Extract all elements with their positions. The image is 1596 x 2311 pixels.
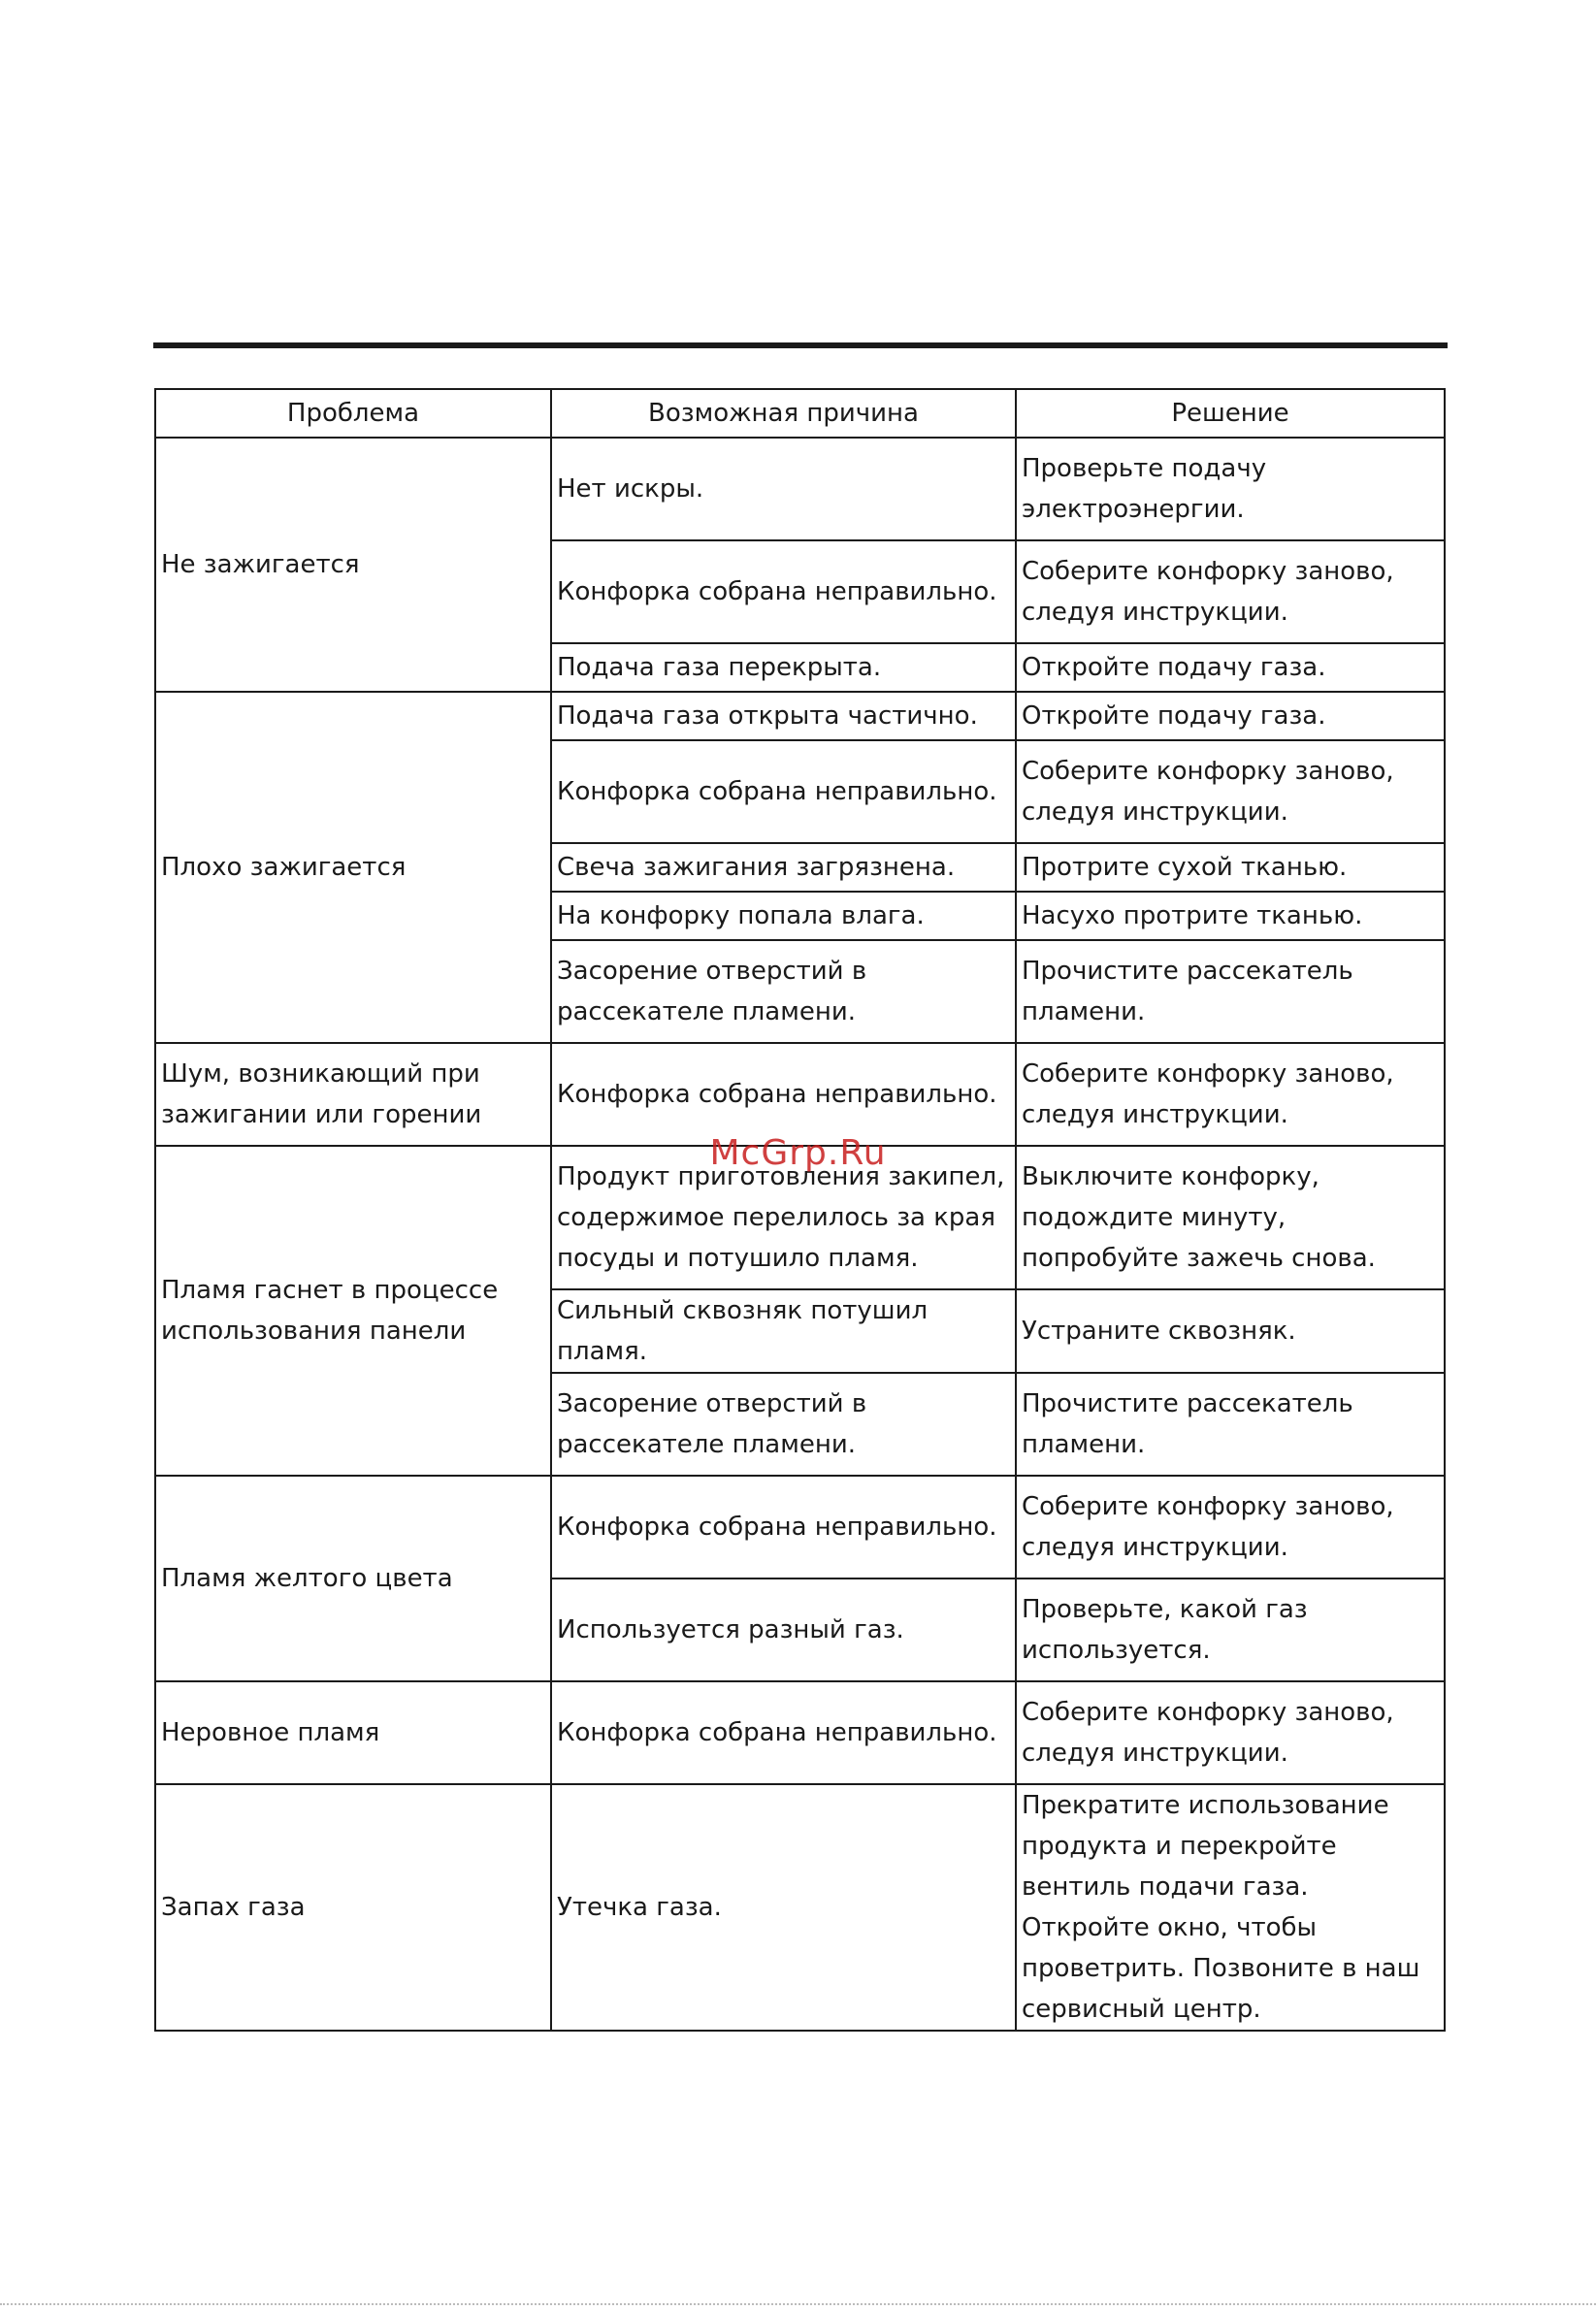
cause-cell: Подача газа перекрыта. — [551, 643, 1016, 692]
cause-cell: Конфорка собрана неправильно. — [551, 1043, 1016, 1146]
solution-cell: Проверьте подачу электроэнергии. — [1016, 438, 1445, 540]
solution-cell: Соберите конфорку заново, следуя инструкции. — [1016, 740, 1445, 843]
header-row — [155, 389, 1445, 438]
solution-cell: Соберите конфорку заново, следуя инструкции. — [1016, 1043, 1445, 1146]
cause-cell: Конфорка собрана неправильно. — [551, 1681, 1016, 1784]
solution-cell: Устраните сквозняк. — [1016, 1289, 1445, 1373]
solution-cell: Проверьте, какой газ используется. — [1016, 1579, 1445, 1681]
header-cause: Возможная причина — [551, 389, 1016, 438]
table-row — [155, 1681, 1445, 1784]
solution-cell: Выключите конфорку, подождите минуту, попробуйте зажечь снова. — [1016, 1146, 1445, 1289]
problem-cell: Шум, возникающий при зажигании или горении — [155, 1043, 551, 1146]
solution-cell: Прочистите рассекатель пламени. — [1016, 1373, 1445, 1476]
solution-cell: Соберите конфорку заново, следуя инструкции. — [1016, 1681, 1445, 1784]
cause-cell: Нет искры. — [551, 438, 1016, 540]
page-bottom-border — [0, 2303, 1596, 2311]
solution-cell: Протрите сухой тканью. — [1016, 843, 1445, 892]
problem-cell: Неровное пламя — [155, 1681, 551, 1784]
top-rule — [153, 342, 1448, 348]
table-row — [155, 1784, 1445, 2031]
cause-cell: Конфорка собрана неправильно. — [551, 1476, 1016, 1579]
cause-cell: Конфорка собрана неправильно. — [551, 740, 1016, 843]
problem-cell: Пламя гаснет в процессе использования панели — [155, 1146, 551, 1476]
table-row — [155, 438, 1445, 540]
table-row — [155, 1043, 1445, 1146]
problem-cell: Пламя желтого цвета — [155, 1476, 551, 1681]
cause-cell: Засорение отверстий в рассекателе пламени. — [551, 1373, 1016, 1476]
solution-cell: Соберите конфорку заново, следуя инструкции. — [1016, 1476, 1445, 1579]
cause-cell: На конфорку попала влага. — [551, 892, 1016, 940]
problem-cell: Запах газа — [155, 1784, 551, 2031]
watermark: McGrp.Ru — [709, 1133, 887, 1173]
table-row — [155, 1476, 1445, 1579]
cause-cell: Свеча зажигания загрязнена. — [551, 843, 1016, 892]
solution-cell: Соберите конфорку заново, следуя инструкции. — [1016, 540, 1445, 643]
table-row — [155, 692, 1445, 740]
cause-cell: Утечка газа. — [551, 1784, 1016, 2031]
cause-cell: Конфорка собрана неправильно. — [551, 540, 1016, 643]
cause-cell: Используется разный газ. — [551, 1579, 1016, 1681]
solution-cell: Откройте подачу газа. — [1016, 643, 1445, 692]
troubleshooting-table — [154, 388, 1446, 2032]
cause-cell: Засорение отверстий в рассекателе пламени. — [551, 940, 1016, 1043]
table-body — [155, 438, 1445, 2031]
cause-cell: Сильный сквозняк потушил пламя. — [551, 1289, 1016, 1373]
solution-cell: Прекратите использование продукта и перекройте вентиль подачи газа. Откройте окно, чтобы проветрить. Позвоните в наш сервисный центр. — [1016, 1784, 1445, 2031]
solution-cell: Насухо протрите тканью. — [1016, 892, 1445, 940]
solution-cell: Прочистите рассекатель пламени. — [1016, 940, 1445, 1043]
cause-cell: Продукт приготовления закипел, содержимое перелилось за края посуды и потушило пламя. — [551, 1146, 1016, 1289]
header-problem: Проблема — [155, 389, 551, 438]
problem-cell: Плохо зажигается — [155, 692, 551, 1043]
header-solution: Решение — [1016, 389, 1445, 438]
problem-cell: Не зажигается — [155, 438, 551, 692]
cause-cell: Подача газа открыта частично. — [551, 692, 1016, 740]
solution-cell: Откройте подачу газа. — [1016, 692, 1445, 740]
